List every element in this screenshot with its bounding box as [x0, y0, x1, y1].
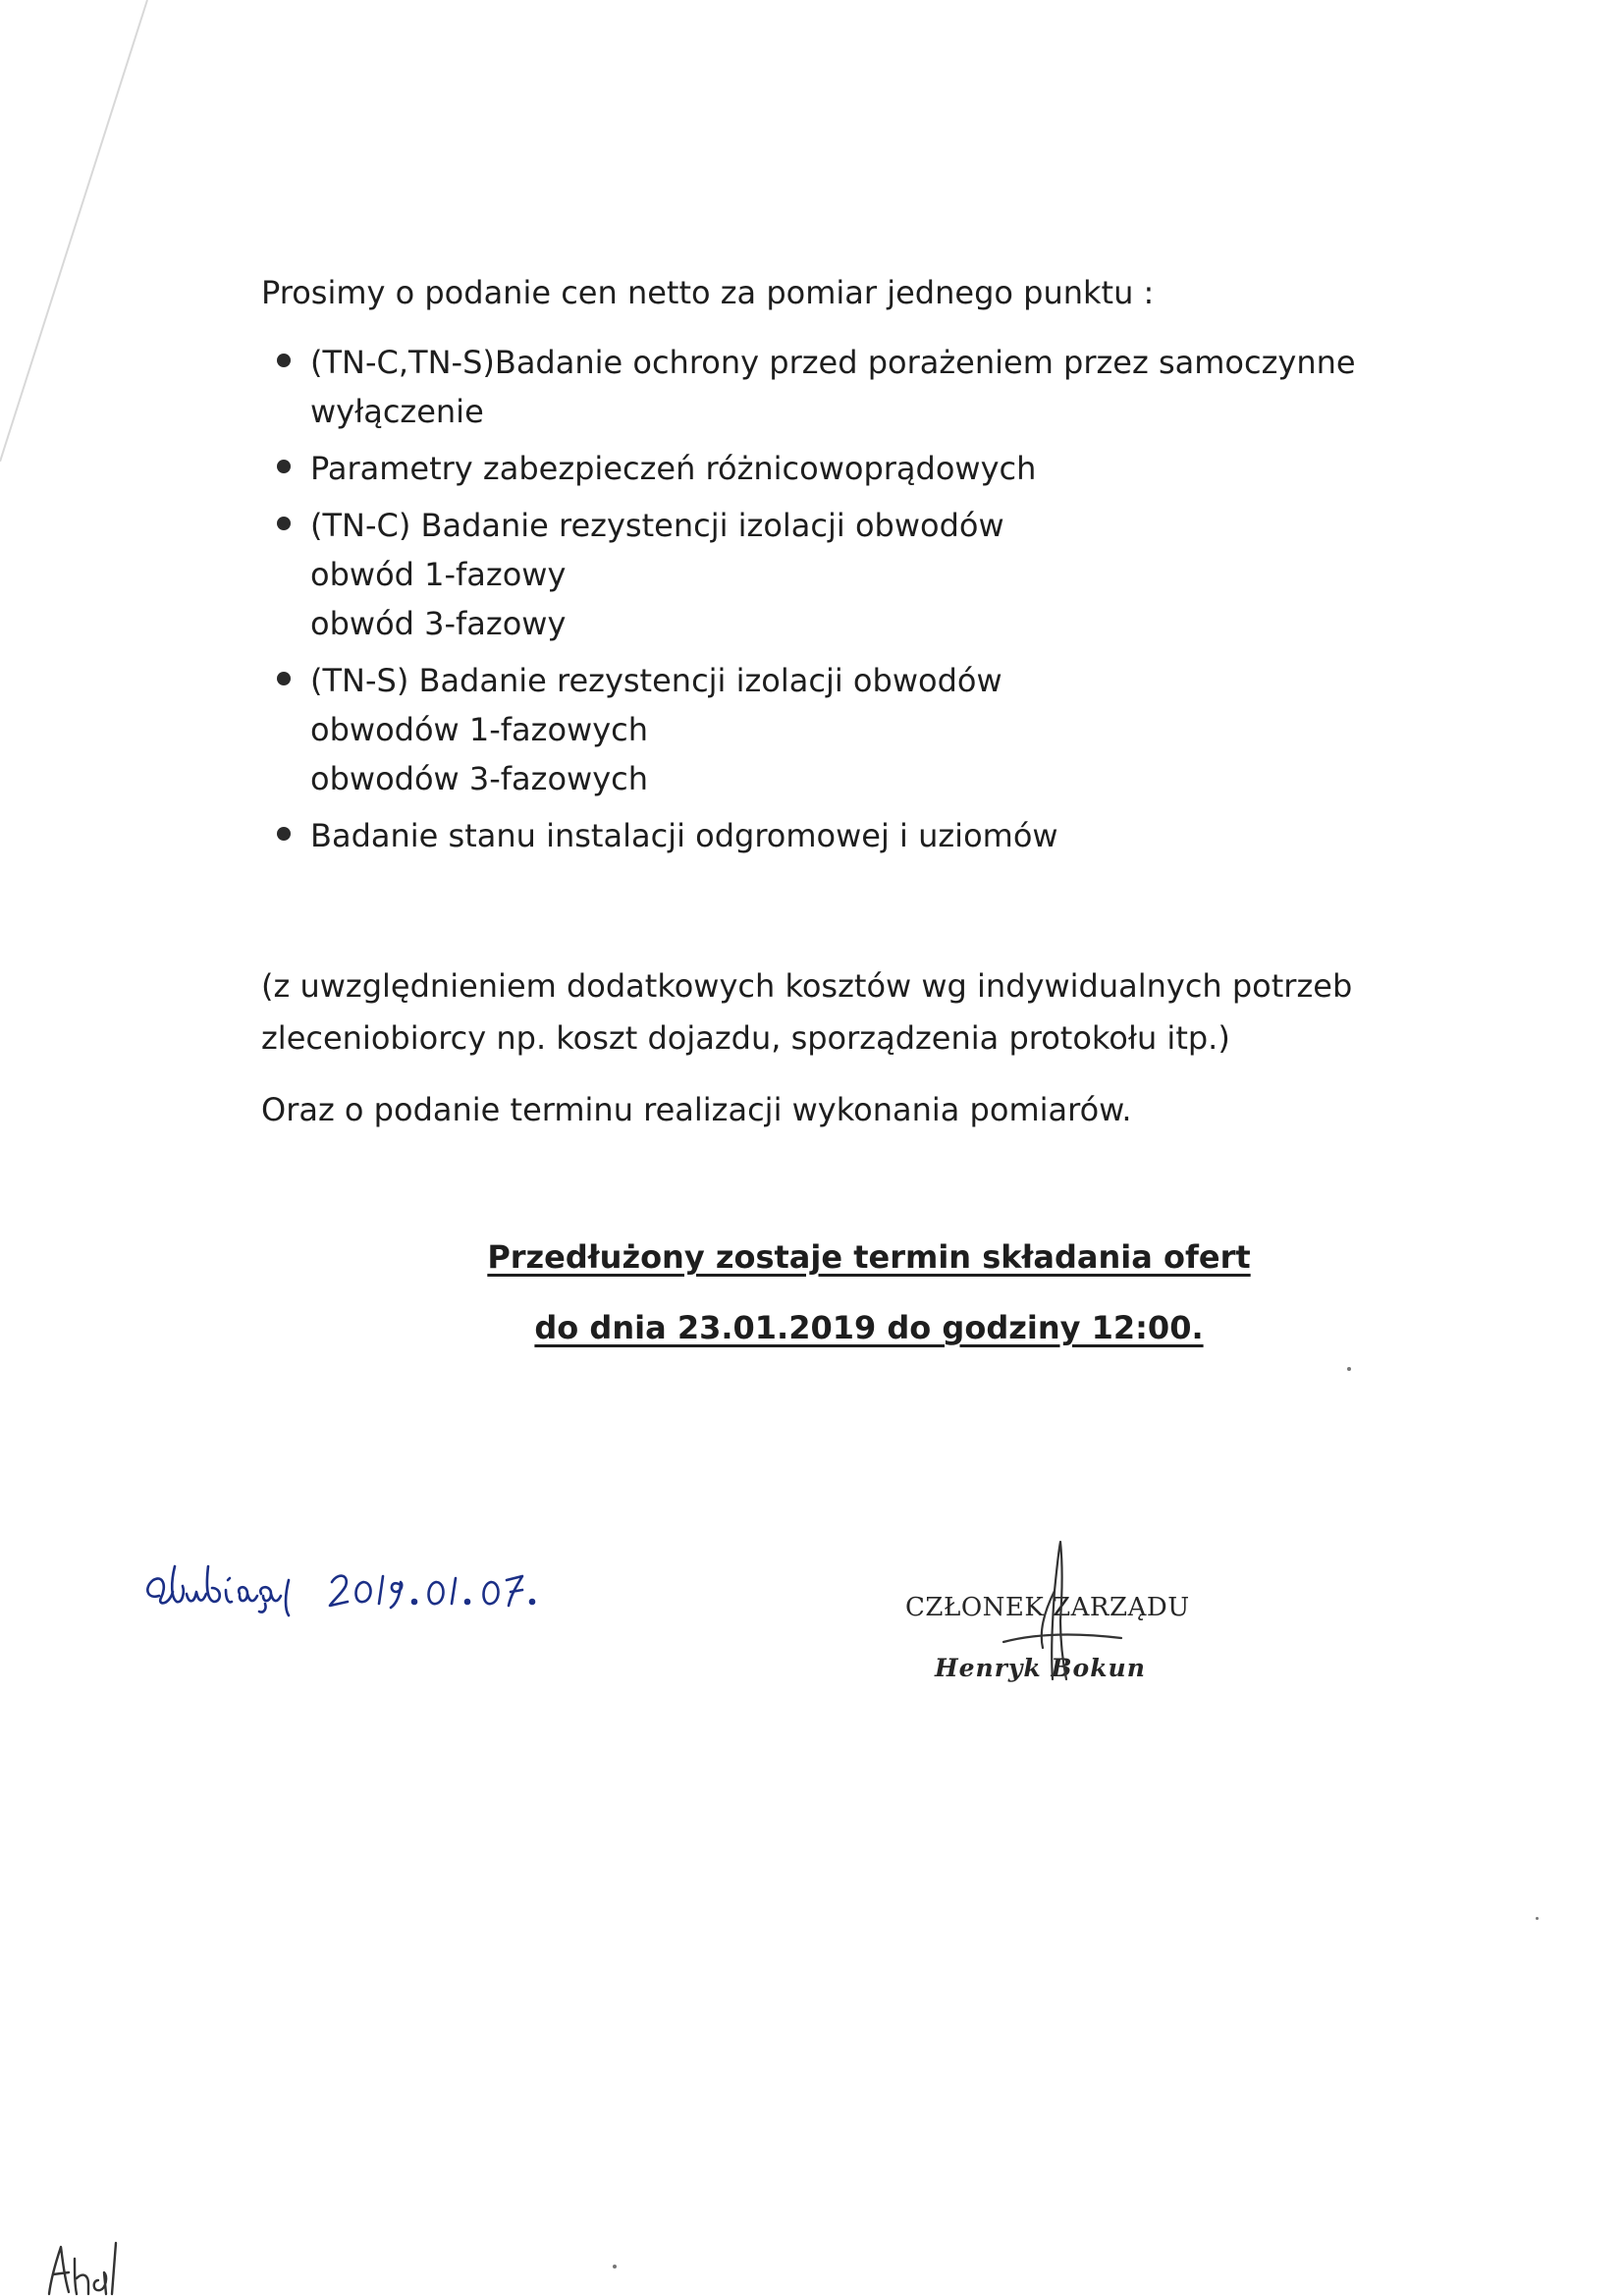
- intro-text: Prosimy o podanie cen netto za pomiar jednego punktu :: [261, 274, 1155, 311]
- list-item: [310, 338, 1420, 436]
- bullet-icon: [277, 827, 291, 841]
- deadline-line: do dnia 23.01.2019 do godziny 12:00.: [534, 1309, 1204, 1346]
- initials-signature: [39, 2229, 147, 2296]
- list-item-line: (TN-C,TN-S)Badanie ochrony przed porażeniem przez samoczynne: [310, 344, 1356, 381]
- board-member-stamp: [905, 1532, 1219, 1699]
- handwritten-place-date: [137, 1537, 668, 1635]
- list-item-line: Badanie stanu instalacji odgromowej i uziomów: [310, 817, 1058, 854]
- bullet-icon: [277, 672, 291, 685]
- list-item: [310, 656, 1420, 803]
- list-item-line: obwód 3-fazowy: [310, 605, 567, 642]
- list-item-line: wyłączenie: [310, 393, 484, 430]
- note-line: (z uwzględnieniem dodatkowych kosztów wg indywidualnych potrzeb: [261, 967, 1353, 1005]
- closing-text: Oraz o podanie terminu realizacji wykonania pomiarów.: [261, 1091, 1132, 1128]
- stamp-title: CZŁONEK ZARZĄDU: [905, 1593, 1190, 1622]
- list-item-line: obwód 1-fazowy: [310, 556, 567, 593]
- bullet-icon: [277, 517, 291, 530]
- deadline-line: Przedłużony zostaje termin składania ofert: [487, 1238, 1251, 1276]
- deadline-notice: [373, 1233, 1365, 1351]
- scan-speck: [1536, 1917, 1539, 1920]
- measurement-list: [310, 338, 1420, 868]
- scan-speck: [613, 2265, 617, 2269]
- list-item-line: (TN-S) Badanie rezystencji izolacji obwodów: [310, 662, 1002, 699]
- bullet-icon: [277, 354, 291, 367]
- list-item-line: Parametry zabezpieczeń różnicowoprądowych: [310, 450, 1037, 487]
- scan-edge-shadow: [0, 0, 167, 462]
- additional-costs-note: [261, 960, 1439, 1065]
- signature: [905, 1532, 1219, 1699]
- stamp-name: Henryk Bokun: [935, 1654, 1146, 1682]
- list-item-line: (TN-C) Badanie rezystencji izolacji obwodów: [310, 507, 1004, 544]
- bullet-icon: [277, 460, 291, 473]
- scan-speck: [1347, 1367, 1351, 1371]
- note-line: zleceniobiorcy np. koszt dojazdu, sporządzenia protokołu itp.): [261, 1019, 1230, 1057]
- list-item: [310, 444, 1420, 493]
- list-item-line: obwodów 1-fazowych: [310, 711, 649, 748]
- list-item: [310, 501, 1420, 648]
- list-item-line: obwodów 3-fazowych: [310, 760, 649, 797]
- list-item: [310, 811, 1420, 860]
